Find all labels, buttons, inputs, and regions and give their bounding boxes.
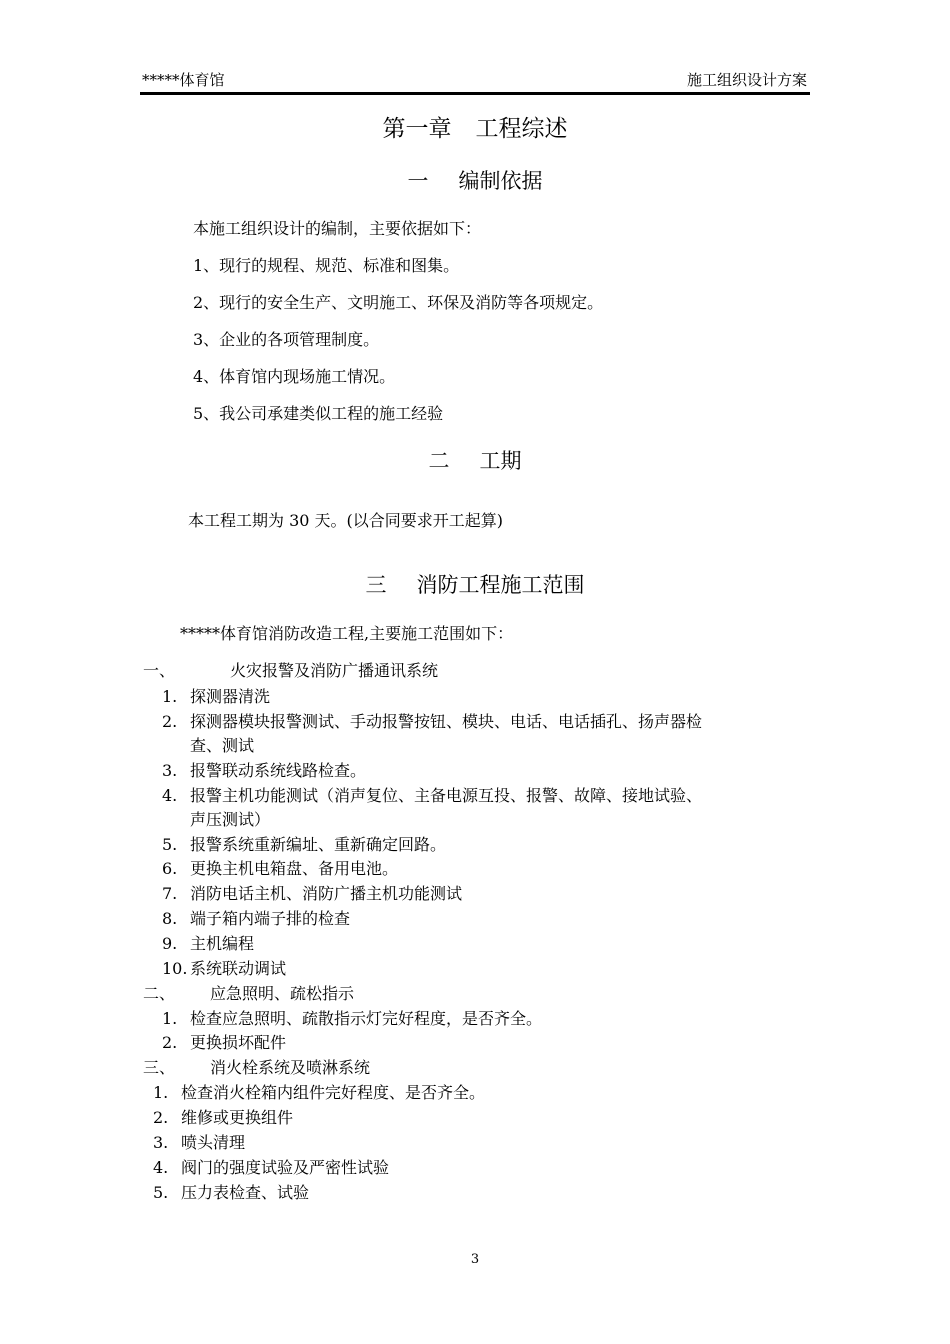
- list-item-number: 9.: [162, 934, 178, 953]
- group-title: 火灾报警及消防广播通讯系统: [230, 661, 439, 680]
- group-title: 应急照明、疏松指示: [210, 984, 355, 1003]
- section1-title: 编制依据: [458, 169, 543, 193]
- list-item-number: 10.: [162, 959, 188, 978]
- section3-intro: *****体育馆消防改造工程,主要施工范围如下：: [180, 624, 514, 643]
- list-item: 报警系统重新编址、重新确定回路。: [190, 835, 447, 854]
- section1-item: 2、现行的安全生产、文明施工、环保及消防等各项规定。: [193, 293, 604, 312]
- list-item: 消防电话主机、消防广播主机功能测试: [190, 884, 463, 903]
- section1-item: 4、体育馆内现场施工情况。: [193, 367, 396, 386]
- list-item-number: 2.: [153, 1108, 169, 1127]
- chapter-heading: [0, 114, 950, 144]
- list-item-number: 6.: [162, 859, 178, 878]
- section1-item: 5、我公司承建类似工程的施工经验: [193, 404, 444, 423]
- page-number: 3: [470, 1252, 480, 1267]
- list-item: 压力表检查、试验: [181, 1183, 310, 1202]
- section1-intro: 本施工组织设计的编制，主要依据如下：: [193, 219, 482, 238]
- list-item-number: 4.: [153, 1158, 169, 1177]
- section1-number: 一: [407, 169, 429, 193]
- chapter-label: 第一章: [382, 116, 452, 142]
- section1-item: 1、现行的规程、规范、标准和图集。: [193, 256, 460, 275]
- section3-number: 三: [365, 573, 387, 597]
- list-item: 更换损坏配件: [190, 1033, 287, 1052]
- list-item: 系统联动调试: [190, 959, 287, 978]
- section1-item: 3、企业的各项管理制度。: [193, 330, 380, 349]
- section2-number: 二: [428, 449, 450, 473]
- group-marker: 二、: [143, 984, 176, 1003]
- group-title: 消火栓系统及喷淋系统: [210, 1058, 371, 1077]
- list-item: 主机编程: [190, 934, 255, 953]
- list-item: 端子箱内端子排的检查: [190, 909, 351, 928]
- list-item-number: 2.: [162, 712, 178, 731]
- list-item: 报警联动系统线路检查。: [190, 761, 367, 780]
- list-item: 探测器清洗: [190, 687, 271, 706]
- list-item: 更换主机电箱盘、备用电池。: [190, 859, 399, 878]
- list-item-number: 4.: [162, 786, 178, 805]
- chapter-title: 工程综述: [475, 116, 568, 142]
- group-marker: 一、: [143, 661, 176, 680]
- list-item-number: 7.: [162, 884, 178, 903]
- list-item-number: 5.: [153, 1183, 169, 1202]
- list-item: 维修或更换组件: [181, 1108, 294, 1127]
- list-item: 检查应急照明、疏散指示灯完好程度，是否齐全。: [190, 1009, 543, 1028]
- list-item: 阀门的强度试验及严密性试验: [181, 1158, 390, 1177]
- list-item-number: 1.: [162, 1009, 178, 1028]
- list-item-number: 1.: [162, 687, 178, 706]
- list-item-number: 5.: [162, 835, 178, 854]
- list-item-number: 3.: [162, 761, 178, 780]
- list-item: 喷头清理: [181, 1133, 246, 1152]
- section3-heading: [0, 571, 950, 599]
- list-item: 检查消火栓箱内组件完好程度、是否齐全。: [181, 1083, 486, 1102]
- header-rule: [140, 92, 810, 95]
- header-left: *****体育馆: [142, 71, 225, 89]
- list-item: 报警主机功能测试（消声复位、主备电源互投、报警、故障、接地试验、: [190, 786, 703, 805]
- section2-text: 本工程工期为 30 天。(以合同要求开工起算): [188, 511, 504, 530]
- list-item-continuation: 声压测试）: [190, 810, 271, 829]
- list-item-number: 3.: [153, 1133, 169, 1152]
- list-item-number: 1.: [153, 1083, 169, 1102]
- section2-title: 工期: [479, 449, 522, 473]
- list-item-number: 8.: [162, 909, 178, 928]
- section1-heading: [0, 167, 950, 195]
- list-item-number: 2.: [162, 1033, 178, 1052]
- list-item: 探测器模块报警测试、手动报警按钮、模块、电话、电话插孔、扬声器检: [190, 712, 703, 731]
- section3-title: 消防工程施工范围: [416, 573, 585, 597]
- list-item-continuation: 查、测试: [190, 736, 255, 755]
- header-right: 施工组织设计方案: [686, 71, 807, 89]
- group-marker: 三、: [143, 1058, 176, 1077]
- section2-heading: [0, 447, 950, 475]
